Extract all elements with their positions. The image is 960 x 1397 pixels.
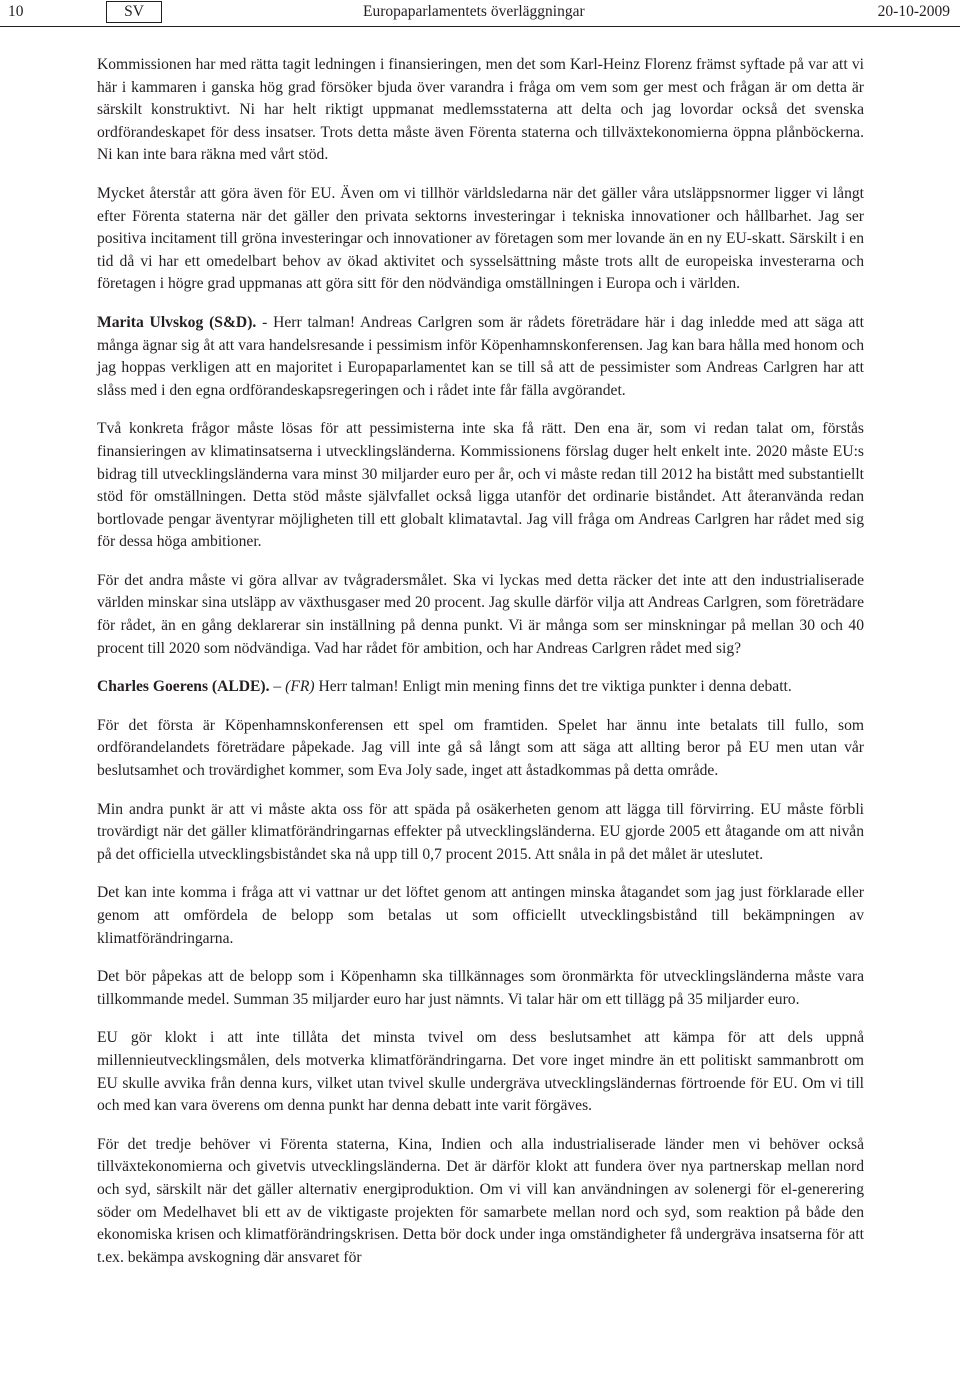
language-code-box: SV xyxy=(106,1,162,23)
paragraph-1: Kommissionen har med rätta tagit ledningen i finansieringen, men det som Karl-Heinz Florenz främst syftade på var att vi här i kammaren i ganska hög grad försöker bjuda över varandra i fråga om vem som ger mest och frågan är om detta är särskilt konstruktivt. Ni har helt riktigt uppmanat medlemsstaterna att delta och jag lovordar också det svenska ordförandeskapet för dess insatser. Trots detta måste även Förenta staterna och tillväxtekonomierna öppna plånböckerna. Ni kan inte bara räkna med vårt stöd. xyxy=(97,56,864,164)
page-number: 10 xyxy=(8,3,24,20)
paragraph-speaker-ulvskog: Marita Ulvskog (S&D). - Herr talman! Andreas Carlgren som är rådets företrädare här i dag inledde med att säga att många ägnar sig åt att vara handelsresande i pessimism inför Köpenhamnskonferensen. Jag kan bara hålla med honom och jag hoppas verkligen att en majoritet i Europaparlamentet kan se till så att de pessimister som Andreas Carlgren har att slåss med i den egna ordförandeskapsregeringen och i rådet inte får fälla avgörandet. xyxy=(97,313,864,399)
speaker-name: Charles Goerens (ALDE). xyxy=(97,678,270,696)
paragraph-8: Min andra punkt är att vi måste akta oss för att späda på osäkerheten genom att lägga till förvirring. EU måste förbli trovärdigt när det gäller klimatförändringarnas effekter på utvecklingsländerna. EU gjorde 2005 ett åtagande om att nivån på det officiella utvecklingsbiståndet ska nå upp till 0,7 procent 2015. Att snåla in på det målet är uteslutet. xyxy=(97,800,864,863)
paragraph-10: Det bör påpekas att de belopp som i Köpenhamn ska tillkännages som öronmärkta för utvecklingsländerna måste vara tillkommande medel. Summan 35 miljarder euro har just nämnts. Vi talar här om ett tillägg på 35 miljarder euro. xyxy=(97,968,864,1008)
paragraph-speaker-goerens: Charles Goerens (ALDE). – (FR) Herr talman! Enligt min mening finns det tre viktiga punkter i denna debatt. xyxy=(97,678,792,696)
paragraph-12: För det tredje behöver vi Förenta staterna, Kina, Indien och alla industrialiserade länder men vi behöver också tillväxtekonomierna och givetvis utvecklingsländerna. Det är därför klokt att fundera över nya partnerskap mellan nord och syd, särskilt när det gäller alternativ energiproduktion. Om vi vill kan användningen av solenergi för el-generering söder om Medelhavet bli ett av de viktigaste projekten för samarbete mellan nord och syd, som reaktion på både den ekonomiska krisen och klimatförändringskrisen. Detta bör dock under inga omständigheter få undergräva insatserna för att t.ex. bekämpa avskogning där ansvaret för xyxy=(97,1135,864,1266)
paragraph-7: För det första är Köpenhamnskonferensen ett spel om framtiden. Spelet har ännu inte betalats till fullo, som ordförandelandets företrädare påpekade. Jag vill inte gå så långt som att säga att allting beror på EU men utan vår beslutsamhet och trovärdighet kommer, som Eva Joly sade, inget att åstadkommas på detta område. xyxy=(97,716,864,780)
document-title: Europaparlamentets överläggningar xyxy=(363,3,585,20)
paragraph-2: Mycket återstår att göra även för EU. Även om vi tillhör världsledarna när det gäller våra utsläppsnormer ligger vi långt efter Förenta staterna när det gäller den privata sektorns investeringar i tekniska innovationer och hållbarhet. Jag ser positiva incitament till gröna investeringar och innovationer av företagen som mer lovande än en ny EU-skatt. Särskilt i en tid då vi har ett omedelbart behov av ökad aktivitet och sysselsättning måste trots allt de europeiska investerarna och företagen i högre grad uppmanas att göra sitt för den nödvändiga omställningen i Europa och i världen. xyxy=(97,184,864,293)
page-header xyxy=(0,0,960,27)
language-origin: (FR) xyxy=(285,678,315,696)
paragraph-4: Två konkreta frågor måste lösas för att pessimisterna inte ska få rätt. Den ena är, som vi redan talat om, förstås finansieringen av klimatinsatserna i utvecklingsländerna. Kommissionens förslag duger helt enkelt inte. 2020 måste EU:s bidrag till utvecklingsländerna vara minst 30 miljarder euro per år, och vi måste redan till 2012 ha bistått med substantiellt stöd för omställningen. Detta stöd måste självfallet också ligga utanför det ordinarie biståndet. Att återanvända redan bortlovade pengar äventyrar möjligheten till ett globalt klimatavtal. Jag vill fråga om Andreas Carlgren har rådet med sig för dessa höga ambitioner. xyxy=(97,420,864,551)
paragraph-9: Det kan inte komma i fråga att vi vattnar ur det löftet genom att antingen minska åtagandet som jag just förklarade eller genom att omfördela de belopp som betalas ut som officiellt utvecklingsbistånd till bekämpningen av klimatförändringarna. xyxy=(97,884,864,947)
paragraph-5: För det andra måste vi göra allvar av tvågradersmålet. Ska vi lyckas med detta räcker det inte att den industrialiserade världen minskar sina utsläpp av växthusgaser med 20 procent. Jag skulle därför vilja att Andreas Carlgren, som företrädare för rådet, än en gång deklarerar sin inställning på denna punkt. Vi är många som ser minskningar på mellan 30 och 40 procent till 2020 som nödvändiga. Vad har rådet för ambition, och har Andreas Carlgren rådet med sig? xyxy=(97,571,864,657)
paragraph-11: EU gör klokt i att inte tillåta det minsta tvivel om dess beslutsamhet att kämpa för att dels uppnå millennieutvecklingsmålen, dels motverka klimatförändringarna. Det vore inget mindre än ett politiskt sammanbrott om EU skulle avvika från denna kurs, vilket utan tvivel skulle undergräva utvecklingsländernas förtroende för EU. Om vi till och med kan vara överens om denna punkt har denna debatt inte varit förgäves. xyxy=(97,1029,864,1115)
document-body xyxy=(97,54,864,1285)
document-date: 20-10-2009 xyxy=(877,3,950,20)
speaker-name: Marita Ulvskog (S&D). xyxy=(97,313,257,331)
